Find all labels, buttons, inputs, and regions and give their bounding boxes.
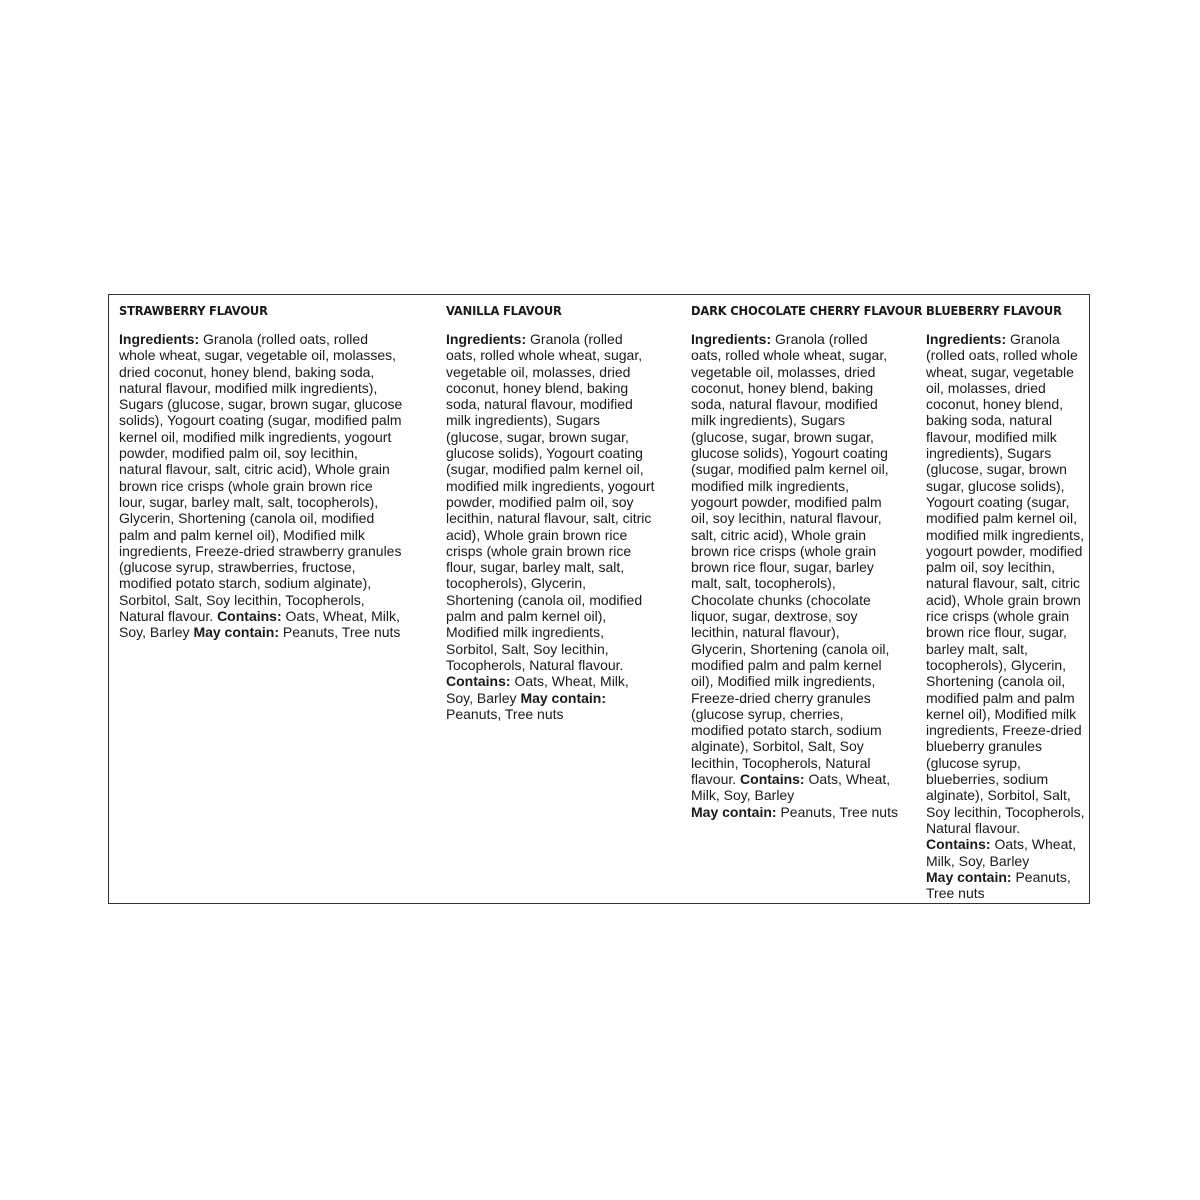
ingredient-line bbox=[926, 543, 1086, 559]
ingredient-text: flour, sugar, barley malt, salt, bbox=[446, 559, 625, 576]
ingredient-line bbox=[446, 624, 671, 640]
ingredient-text: coconut, honey blend, baking bbox=[446, 379, 629, 396]
ingredient-line bbox=[926, 657, 1086, 673]
ingredient-text: natural flavour, modified milk ingredients), bbox=[119, 379, 378, 396]
ingredient-text: ingredients, Freeze-dried bbox=[926, 722, 1082, 739]
ingredient-text: acid), Whole grain brown rice bbox=[446, 526, 628, 543]
ingredient-line bbox=[446, 673, 671, 689]
ingredient-line bbox=[119, 624, 419, 640]
ingredient-line bbox=[446, 478, 671, 494]
ingredient-text: Granola (rolled oats, rolled bbox=[199, 331, 368, 347]
ingredient-text: palm oil, soy lecithin, bbox=[926, 559, 1056, 576]
ingredient-text: brown rice flour, sugar, bbox=[926, 624, 1067, 641]
ingredient-line bbox=[691, 575, 906, 591]
ingredient-line bbox=[119, 494, 419, 510]
ingredient-line bbox=[926, 853, 1086, 869]
ingredient-line bbox=[119, 527, 419, 543]
ingredient-text: blueberry granules bbox=[926, 738, 1042, 755]
ingredient-line bbox=[926, 771, 1086, 787]
ingredient-line bbox=[691, 396, 906, 412]
ingredient-line bbox=[119, 559, 419, 575]
ingredient-line bbox=[446, 510, 671, 526]
ingredient-text: whole wheat, sugar, vegetable oil, molasses, bbox=[119, 347, 397, 364]
ingredient-text: (sugar, modified palm kernel oil, bbox=[691, 461, 889, 478]
ingredient-line bbox=[691, 331, 906, 347]
strawberry-title: STRAWBERRY FLAVOUR bbox=[119, 303, 268, 318]
ingredient-text: solids), Yogourt coating (sugar, modified palm bbox=[119, 412, 402, 429]
ingredient-text: natural flavour, salt, citric bbox=[926, 575, 1081, 592]
ingredient-text: soda, natural flavour, modified bbox=[691, 396, 878, 413]
ingredient-line bbox=[926, 380, 1086, 396]
ingredient-line bbox=[926, 641, 1086, 657]
ingredient-text: tocopherols), Glycerin, bbox=[446, 575, 587, 592]
ingredient-text: soda, natural flavour, modified bbox=[446, 396, 633, 413]
ingredient-line bbox=[119, 429, 419, 445]
ingredient-text: dried coconut, honey blend, baking soda, bbox=[119, 363, 375, 380]
ingredient-line bbox=[926, 527, 1086, 543]
ingredient-line bbox=[926, 706, 1086, 722]
ingredient-text: modified potato starch, sodium bbox=[691, 722, 882, 739]
ingredient-text: milk ingredients), Sugars bbox=[446, 412, 601, 429]
ingredient-line bbox=[691, 559, 906, 575]
vanilla-title: VANILLA FLAVOUR bbox=[446, 303, 562, 318]
ingredient-line bbox=[926, 820, 1086, 836]
ingredient-line bbox=[446, 429, 671, 445]
ingredient-line bbox=[119, 396, 419, 412]
strawberry-column bbox=[119, 302, 419, 641]
ingredient-line bbox=[691, 429, 906, 445]
ingredient-line bbox=[446, 412, 671, 428]
ingredient-line bbox=[446, 690, 671, 706]
ingredient-text: (glucose, sugar, brown sugar, bbox=[446, 428, 629, 445]
ingredient-line bbox=[119, 575, 419, 591]
ingredient-text: modified milk ingredients, bbox=[691, 477, 849, 494]
ingredient-line bbox=[691, 364, 906, 380]
ingredient-text: Yogourt coating (sugar, bbox=[926, 493, 1070, 510]
ingredient-text: Peanuts, Tree nuts bbox=[776, 803, 898, 820]
ingredient-line bbox=[119, 380, 419, 396]
ingredient-line bbox=[446, 347, 671, 363]
ingredient-text: barley malt, salt, bbox=[926, 640, 1028, 657]
ingredient-line bbox=[119, 331, 419, 347]
ingredient-line bbox=[691, 412, 906, 428]
ingredient-line bbox=[926, 624, 1086, 640]
ingredient-text: Chocolate chunks (chocolate bbox=[691, 591, 871, 608]
ingredient-text: modified palm kernel oil, bbox=[926, 510, 1077, 527]
ingredient-line bbox=[691, 690, 906, 706]
ingredient-line bbox=[926, 445, 1086, 461]
ingredient-line bbox=[926, 347, 1086, 363]
ingredient-line bbox=[691, 641, 906, 657]
ingredient-line bbox=[926, 804, 1086, 820]
ingredient-text: lecithin, natural flavour, salt, citric bbox=[446, 510, 652, 527]
dark-chocolate-cherry-column bbox=[691, 302, 923, 820]
ingredient-text: oil, soy lecithin, natural flavour, bbox=[691, 510, 882, 527]
ingredient-text: yogourt powder, modified bbox=[926, 542, 1083, 559]
ingredient-line bbox=[926, 722, 1086, 738]
ingredient-line bbox=[691, 771, 906, 787]
ingredient-line bbox=[119, 510, 419, 526]
ingredient-text: Oats, Wheat, bbox=[804, 771, 891, 788]
ingredient-text: baking soda, natural bbox=[926, 412, 1053, 429]
ingredient-line bbox=[926, 396, 1086, 412]
ingredient-line bbox=[926, 885, 1086, 901]
ingredient-line bbox=[691, 706, 906, 722]
ingredient-text: malt, salt, tocopherols), bbox=[691, 575, 836, 592]
ingredient-line bbox=[446, 331, 671, 347]
ingredient-text: liquor, sugar, dextrose, soy bbox=[691, 608, 858, 625]
ingredient-text: ingredients), Sugars bbox=[926, 445, 1052, 462]
ingredient-line bbox=[119, 461, 419, 477]
ingredient-text: (glucose syrup, bbox=[926, 754, 1021, 771]
ingredient-line bbox=[691, 543, 906, 559]
ingredient-text: Oats, Wheat, Milk, bbox=[281, 608, 400, 625]
ingredient-line bbox=[926, 755, 1086, 771]
ingredient-label: May contain: bbox=[193, 624, 280, 641]
ingredient-text: coconut, honey blend, bbox=[926, 396, 1063, 413]
ingredient-line bbox=[119, 364, 419, 380]
strawberry-ingredients bbox=[119, 331, 419, 641]
ingredient-text: Freeze-dried cherry granules bbox=[691, 689, 871, 706]
ingredient-text: blueberries, sodium bbox=[926, 771, 1049, 788]
ingredient-label: Contains: bbox=[446, 673, 511, 690]
ingredient-line bbox=[119, 608, 419, 624]
ingredient-text: lour, sugar, barley malt, salt, tocopherols), bbox=[119, 493, 379, 510]
ingredient-text: milk ingredients), Sugars bbox=[691, 412, 846, 429]
ingredient-text: oil), Modified milk ingredients, bbox=[691, 673, 876, 690]
ingredient-text: powder, modified palm oil, soy bbox=[446, 493, 634, 510]
ingredient-text: modified milk ingredients, yogourt bbox=[446, 477, 655, 494]
ingredient-line bbox=[119, 445, 419, 461]
ingredient-text: natural flavour, salt, citric acid), Whole grain bbox=[119, 461, 390, 478]
ingredient-text: Tree nuts bbox=[926, 885, 985, 902]
ingredient-text: Granola (rolled bbox=[771, 331, 868, 347]
ingredient-text: tocopherols), Glycerin, bbox=[926, 656, 1067, 673]
ingredient-line bbox=[926, 608, 1086, 624]
ingredient-label: Ingredients: bbox=[926, 331, 1007, 347]
ingredient-line bbox=[446, 364, 671, 380]
ingredient-text: kernel oil), Modified milk bbox=[926, 705, 1077, 722]
ingredient-text: Soy, Barley bbox=[119, 624, 194, 641]
ingredient-line bbox=[926, 510, 1086, 526]
ingredient-text: modified potato starch, sodium alginate), bbox=[119, 575, 372, 592]
ingredient-line bbox=[926, 494, 1086, 510]
ingredient-line bbox=[691, 445, 906, 461]
ingredient-line bbox=[691, 624, 906, 640]
ingredient-text: glucose solids), Yogourt coating bbox=[691, 445, 888, 462]
ingredient-text: salt, citric acid), Whole grain bbox=[691, 526, 867, 543]
ingredient-line bbox=[446, 380, 671, 396]
ingredient-line bbox=[119, 478, 419, 494]
ingredient-text: brown rice crisps (whole grain brown rice bbox=[119, 477, 373, 494]
ingredient-text: flavour, modified milk bbox=[926, 428, 1057, 445]
ingredient-text: rice crisps (whole grain bbox=[926, 608, 1070, 625]
ingredient-text: ingredients, Freeze-dried strawberry granules bbox=[119, 542, 402, 559]
ingredient-label: Contains: bbox=[217, 608, 282, 625]
ingredient-line bbox=[691, 804, 906, 820]
ingredient-line bbox=[691, 755, 906, 771]
ingredient-text: Modified milk ingredients, bbox=[446, 624, 604, 641]
ingredient-label: May contain: bbox=[691, 803, 777, 820]
ingredient-line bbox=[691, 347, 906, 363]
ingredient-text: Shortening (canola oil, bbox=[926, 673, 1066, 690]
ingredient-label: Ingredients: bbox=[691, 331, 772, 347]
ingredient-label: Ingredients: bbox=[119, 331, 200, 347]
ingredient-line bbox=[446, 657, 671, 673]
ingredient-text: Peanuts, Tree nuts bbox=[279, 624, 401, 641]
ingredient-text: Sugars (glucose, sugar, brown sugar, glucose bbox=[119, 396, 403, 413]
ingredient-text: modified palm and palm kernel bbox=[691, 656, 882, 673]
ingredient-line bbox=[119, 543, 419, 559]
ingredient-text: (glucose, sugar, brown bbox=[926, 461, 1067, 478]
ingredient-line bbox=[446, 592, 671, 608]
ingredient-line bbox=[446, 494, 671, 510]
ingredient-line bbox=[446, 706, 671, 722]
ingredient-line bbox=[691, 738, 906, 754]
dark-chocolate-cherry-title: DARK CHOCOLATE CHERRY FLAVOUR bbox=[691, 303, 923, 318]
ingredient-line bbox=[926, 478, 1086, 494]
ingredient-text: coconut, honey blend, baking bbox=[691, 379, 874, 396]
ingredient-label: Contains: bbox=[740, 771, 805, 788]
ingredient-text: Oats, Wheat, Milk, bbox=[510, 673, 629, 690]
ingredient-line bbox=[926, 364, 1086, 380]
ingredient-line bbox=[691, 461, 906, 477]
ingredient-line bbox=[446, 575, 671, 591]
ingredient-line bbox=[926, 787, 1086, 803]
ingredient-line bbox=[691, 510, 906, 526]
ingredient-line bbox=[926, 331, 1086, 347]
vanilla-ingredients bbox=[446, 331, 671, 722]
ingredient-text: Soy lecithin, Tocopherols, bbox=[926, 803, 1085, 820]
ingredient-line bbox=[691, 657, 906, 673]
ingredient-text: Peanuts, Tree nuts bbox=[446, 705, 564, 722]
ingredient-line bbox=[926, 461, 1086, 477]
ingredient-text: glucose solids), Yogourt coating bbox=[446, 445, 643, 462]
ingredient-line bbox=[446, 543, 671, 559]
ingredient-line bbox=[926, 673, 1086, 689]
ingredient-line bbox=[691, 722, 906, 738]
ingredient-text: lecithin, natural flavour), bbox=[691, 624, 840, 641]
ingredient-line bbox=[691, 608, 906, 624]
ingredient-text: Tocopherols, Natural flavour. bbox=[446, 656, 624, 673]
ingredient-line bbox=[926, 575, 1086, 591]
ingredient-text: Natural flavour. bbox=[119, 608, 218, 625]
ingredient-text: Peanuts, bbox=[1011, 868, 1071, 885]
ingredient-text: Soy, Barley bbox=[446, 689, 521, 706]
ingredient-text: vegetable oil, molasses, dried bbox=[691, 363, 876, 380]
ingredient-text: oats, rolled whole wheat, sugar, bbox=[446, 347, 643, 364]
ingredient-text: wheat, sugar, vegetable bbox=[926, 363, 1074, 380]
ingredient-label: Contains: bbox=[926, 836, 991, 853]
ingredient-text: palm and palm kernel oil), Modified milk bbox=[119, 526, 365, 543]
ingredient-text: modified milk ingredients, bbox=[926, 526, 1084, 543]
ingredient-line bbox=[691, 527, 906, 543]
ingredient-label: May contain: bbox=[926, 868, 1012, 885]
ingredient-text: Natural flavour. bbox=[926, 819, 1021, 836]
ingredient-line bbox=[446, 527, 671, 543]
ingredient-line bbox=[119, 347, 419, 363]
ingredient-text: acid), Whole grain brown bbox=[926, 591, 1081, 608]
ingredient-line bbox=[926, 869, 1086, 885]
ingredient-text: alginate), Sorbitol, Salt, bbox=[926, 787, 1071, 804]
ingredients-panel bbox=[108, 294, 1090, 904]
ingredient-label: Ingredients: bbox=[446, 331, 527, 347]
ingredient-line bbox=[691, 380, 906, 396]
ingredient-line bbox=[446, 445, 671, 461]
ingredient-line bbox=[926, 429, 1086, 445]
ingredient-text: alginate), Sorbitol, Salt, Soy bbox=[691, 738, 864, 755]
ingredient-text: kernel oil, modified milk ingredients, yogourt bbox=[119, 428, 392, 445]
ingredient-text: (glucose syrup, strawberries, fructose, bbox=[119, 559, 356, 576]
ingredient-line bbox=[926, 836, 1086, 852]
ingredient-text: Shortening (canola oil, modified bbox=[446, 591, 643, 608]
ingredient-text: Sorbitol, Salt, Soy lecithin, bbox=[446, 640, 609, 657]
ingredient-text: (sugar, modified palm kernel oil, bbox=[446, 461, 644, 478]
ingredient-line bbox=[446, 396, 671, 412]
ingredient-text: sugar, glucose solids), bbox=[926, 477, 1065, 494]
ingredient-text: lecithin, Tocopherols, Natural bbox=[691, 754, 871, 771]
ingredient-line bbox=[691, 478, 906, 494]
ingredient-text: Oats, Wheat, bbox=[990, 836, 1077, 853]
ingredient-text: Glycerin, Shortening (canola oil, bbox=[691, 640, 890, 657]
blueberry-ingredients bbox=[926, 331, 1086, 901]
ingredient-text: brown rice flour, sugar, barley bbox=[691, 559, 874, 576]
ingredient-line bbox=[926, 738, 1086, 754]
ingredient-text: (glucose, sugar, brown sugar, bbox=[691, 428, 874, 445]
ingredient-line bbox=[119, 592, 419, 608]
ingredient-text: (glucose syrup, cherries, bbox=[691, 705, 844, 722]
ingredient-text: oil, molasses, dried bbox=[926, 379, 1046, 396]
ingredient-text: brown rice crisps (whole grain bbox=[691, 542, 877, 559]
ingredient-line bbox=[446, 641, 671, 657]
ingredient-line bbox=[926, 559, 1086, 575]
ingredient-line bbox=[926, 412, 1086, 428]
ingredient-text: powder, modified palm oil, soy lecithin, bbox=[119, 445, 358, 462]
blueberry-column bbox=[926, 302, 1086, 901]
ingredient-text: yogourt powder, modified palm bbox=[691, 493, 882, 510]
ingredient-line bbox=[119, 412, 419, 428]
ingredient-text: Milk, Soy, Barley bbox=[691, 787, 795, 804]
dark-chocolate-cherry-ingredients bbox=[691, 331, 906, 820]
vanilla-column bbox=[446, 302, 671, 722]
ingredient-line bbox=[691, 673, 906, 689]
ingredient-text: crisps (whole grain brown rice bbox=[446, 542, 632, 559]
blueberry-title: BLUEBERRY FLAVOUR bbox=[926, 303, 1062, 318]
ingredient-line bbox=[446, 608, 671, 624]
ingredient-text: Milk, Soy, Barley bbox=[926, 852, 1030, 869]
ingredient-line bbox=[691, 494, 906, 510]
ingredient-line bbox=[926, 690, 1086, 706]
ingredient-line bbox=[926, 592, 1086, 608]
ingredient-text: Sorbitol, Salt, Soy lecithin, Tocopherols, bbox=[119, 591, 365, 608]
ingredient-line bbox=[691, 787, 906, 803]
ingredient-label: May contain: bbox=[520, 689, 607, 706]
ingredient-text: palm and palm kernel oil), bbox=[446, 608, 607, 625]
ingredient-text: vegetable oil, molasses, dried bbox=[446, 363, 631, 380]
ingredient-text: Glycerin, Shortening (canola oil, modified bbox=[119, 510, 375, 527]
ingredient-line bbox=[446, 559, 671, 575]
ingredient-text: Granola (rolled bbox=[526, 331, 623, 347]
ingredient-text: Granola bbox=[1006, 331, 1060, 347]
ingredient-text: modified palm and palm bbox=[926, 689, 1075, 706]
ingredient-line bbox=[691, 592, 906, 608]
ingredient-text: (rolled oats, rolled whole bbox=[926, 347, 1078, 364]
ingredient-text: flavour. bbox=[691, 771, 741, 788]
ingredient-line bbox=[446, 461, 671, 477]
ingredient-text: oats, rolled whole wheat, sugar, bbox=[691, 347, 888, 364]
